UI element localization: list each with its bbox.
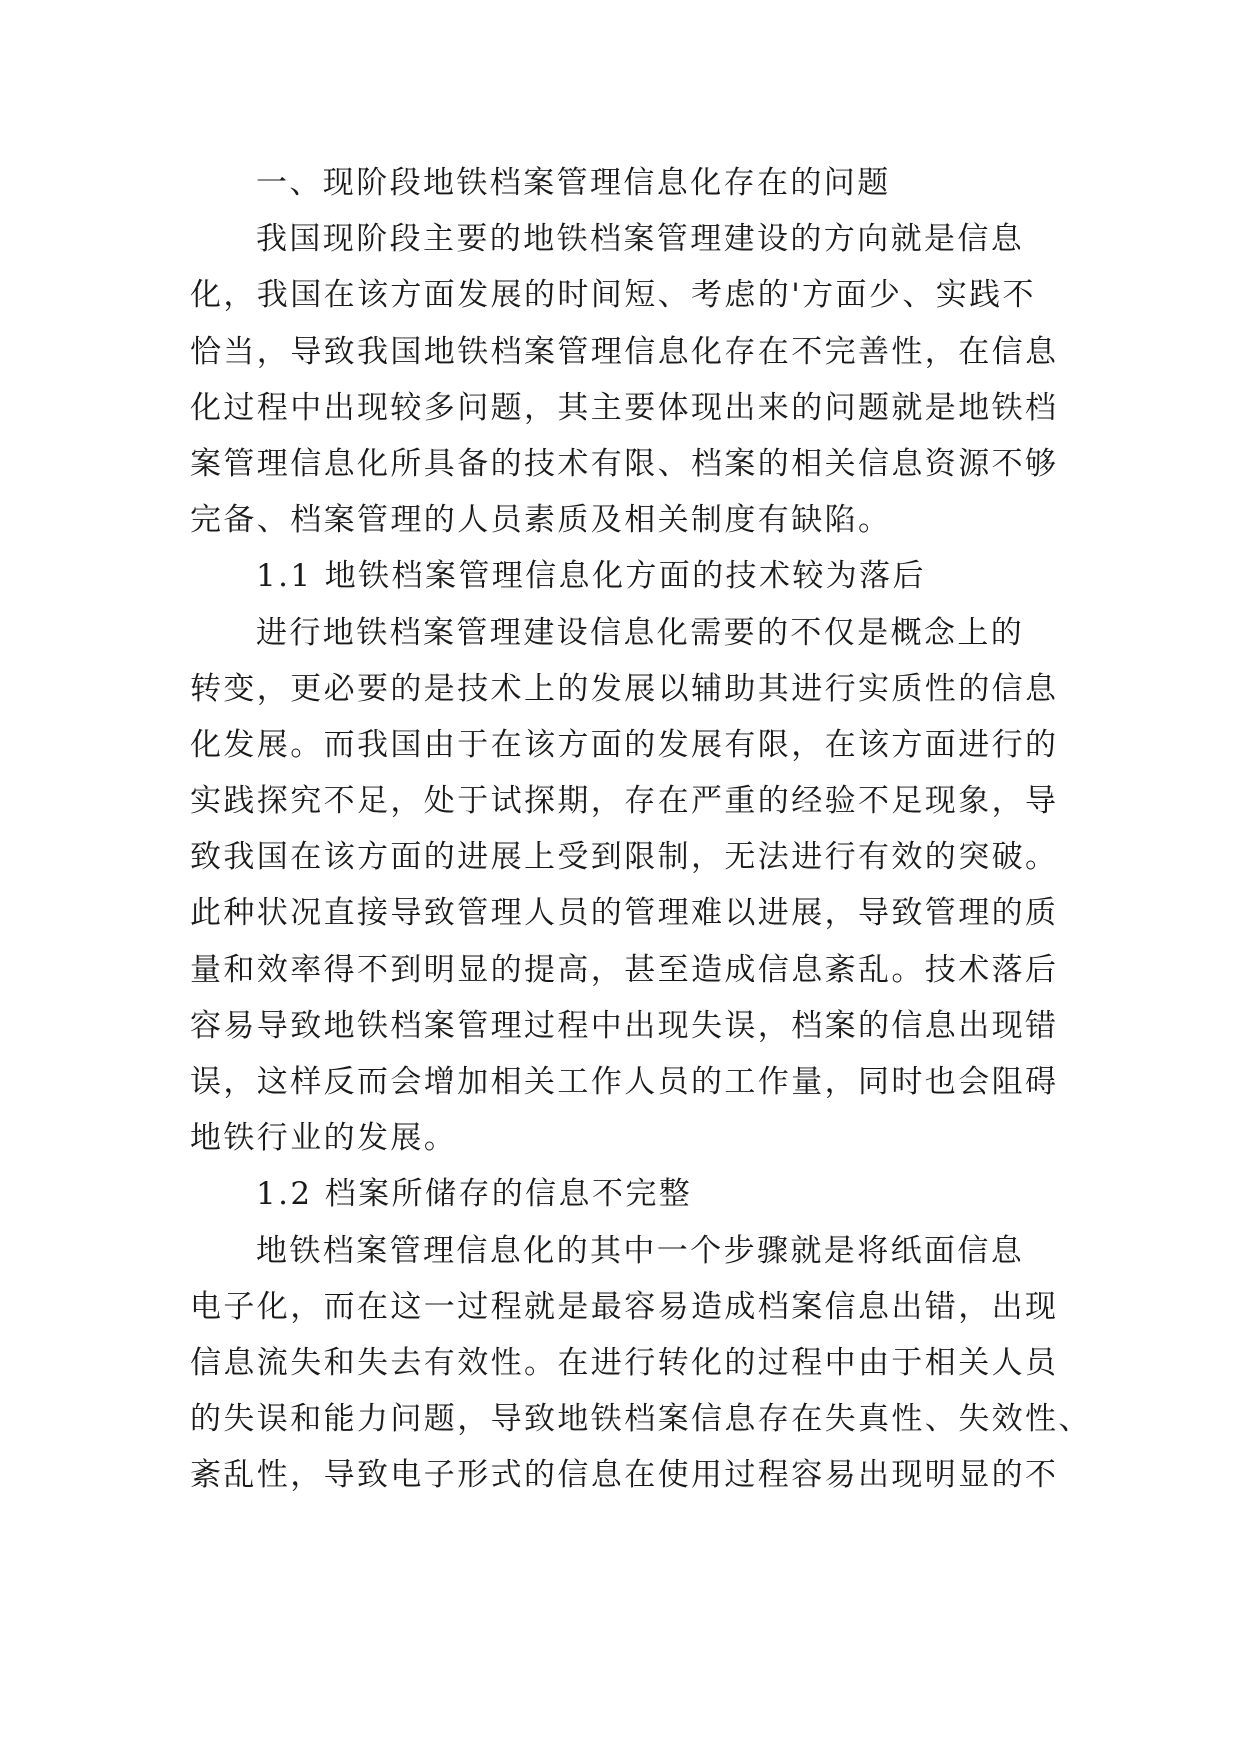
- text-line: 地铁档案管理信息化的其中一个步骤就是将纸面信息: [256, 1232, 1025, 1269]
- text-line: 化过程中出现较多问题，其主要体现出来的问题就是地铁档: [190, 389, 1059, 426]
- text-line: 转变，更必要的是技术上的发展以辅助其进行实质性的信息: [190, 670, 1059, 707]
- text-line: 紊乱性，导致电子形式的信息在使用过程容易出现明显的不: [190, 1457, 1059, 1494]
- text-line: 容易导致地铁档案管理过程中出现失误，档案的信息出现错: [190, 1007, 1059, 1044]
- text-line: 我国现阶段主要的地铁档案管理建设的方向就是信息: [256, 221, 1025, 258]
- text-line: 误，这样反而会增加相关工作人员的工作量，同时也会阻碍: [190, 1064, 1059, 1100]
- text-line: 此种状况直接导致管理人员的管理难以进展，导致管理的质: [190, 895, 1059, 932]
- text-line: 的失误和能力问题，导致地铁档案信息存在失真性、失效性、: [190, 1401, 1092, 1438]
- text-line: 恰当，导致我国地铁档案管理信息化存在不完善性，在信息: [190, 333, 1059, 370]
- text-line: 实践探究不足，处于试探期，存在严重的经验不足现象，导: [190, 783, 1059, 820]
- text-line: 信息流失和失去有效性。在进行转化的过程中由于相关人员: [190, 1344, 1059, 1381]
- text-line: 致我国在该方面的进展上受到限制，无法进行有效的突破。: [190, 839, 1059, 876]
- text-line: 化，我国在该方面发展的时间短、考虑的'方面少、实践不: [190, 277, 1036, 314]
- text-line: 1.2 档案所储存的信息不完整: [256, 1176, 693, 1213]
- text-line: 完备、档案管理的人员素质及相关制度有缺陷。: [190, 502, 892, 539]
- text-line: 一、现阶段地铁档案管理信息化存在的问题: [256, 165, 891, 201]
- text-line: 量和效率得不到明显的提高，甚至造成信息紊乱。技术落后: [190, 951, 1059, 988]
- text-line: 1.1 地铁档案管理信息化方面的技术较为落后: [256, 558, 926, 595]
- text-line: 进行地铁档案管理建设信息化需要的不仅是概念上的: [256, 614, 1025, 651]
- text-line: 电子化，而在这一过程就是最容易造成档案信息出错，出现: [190, 1288, 1059, 1325]
- document-body: [190, 155, 1092, 1504]
- text-line: 案管理信息化所具备的技术有限、档案的相关信息资源不够: [190, 445, 1059, 482]
- text-line: 地铁行业的发展。: [190, 1120, 458, 1157]
- text-line: 化发展。而我国由于在该方面的发展有限，在该方面进行的: [190, 726, 1059, 763]
